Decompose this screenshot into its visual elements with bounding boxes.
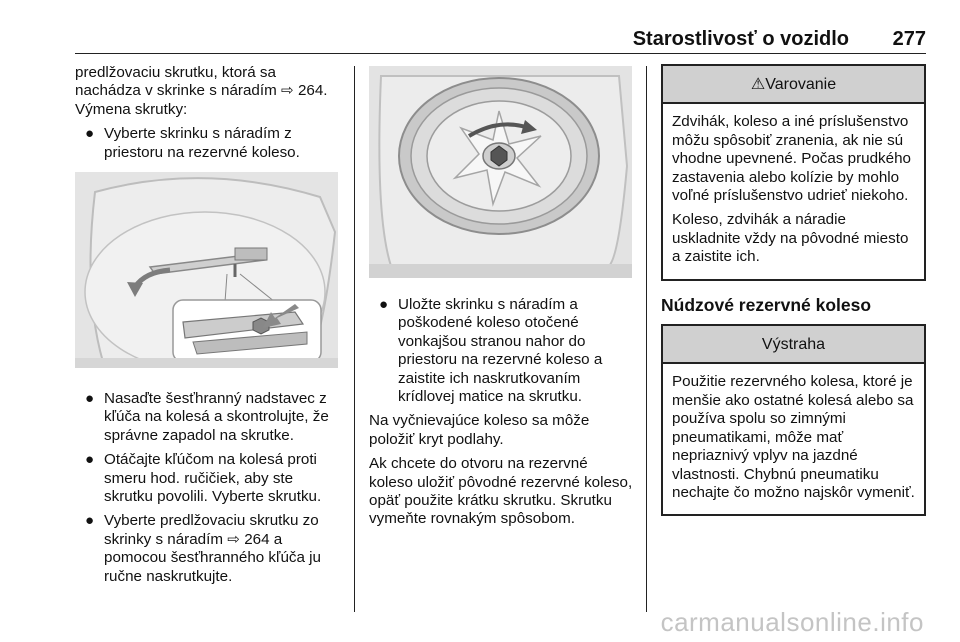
illustration-spare-wheel (369, 66, 632, 278)
bullet-icon: ● (85, 512, 95, 530)
bullet-icon: ● (85, 451, 95, 469)
warning-triangle-icon: ⚠ (750, 76, 766, 93)
list-item (75, 390, 343, 445)
column-left (75, 64, 343, 592)
column-right (661, 64, 926, 516)
column-divider-1 (354, 66, 355, 612)
header-rule (75, 53, 926, 54)
bullet-icon: ● (85, 125, 95, 143)
list-item-text: Nasaďte šesťhranný nadstavec z kľúča na kolesá a skontrolujte, že správne zapadol na skrutke. (104, 390, 329, 444)
warning-box (661, 64, 926, 281)
column-middle (369, 64, 633, 535)
warning-title: Varovanie (765, 76, 837, 93)
reference-arrow-icon: ⇨ (227, 530, 240, 548)
list-item-text: Otáčajte kľúčom na kolesá proti smeru hod. ručičiek, aby ste skrutku povolili. Vyberte skrutku. (104, 451, 322, 506)
list-item-text-part: pomocou šesťhranného kľúča ju ručne naskrutkujte. (104, 549, 321, 585)
list-item (75, 125, 343, 162)
warning-text: Koleso, zdvihák a náradie uskladnite vždy na pôvodné miesto a zaistite ich. (672, 211, 909, 266)
wrench-illustration-svg (75, 172, 338, 368)
section-title: Núdzové rezervné koleso (661, 294, 872, 315)
caution-title: Výstraha (761, 336, 826, 354)
spare-wheel-illustration-svg (369, 66, 632, 278)
intro-paragraph (75, 64, 343, 119)
bullet-icon: ● (379, 296, 389, 313)
warning-text: Zdvihák, koleso a iné príslušenstvo môžu spôsobiť zranenia, ak nie sú vhodne upevnené. Počas prudkého zastavenia alebo kolízie by mohlo voľné príslušenstvo udrieť niekoho. (672, 113, 911, 205)
caution-text: Použitie rezervného kolesa, ktoré je menšie ako ostatné kolesá alebo sa používa spolu so zimnými pneumatikami, môže mať nepriaznivý vplyv na jazdné vlastnosti. Chybnú pneumatiku nechajte čo možno najskôr vymeniť. (672, 373, 915, 501)
warning-box-body (663, 104, 924, 278)
body-paragraph: Ak chcete do otvoru na rezervné koleso uložiť pôvodné rezervné koleso, opäť použite krátku skrutku. Skrutku vymeňte rovnakým spôsobom. (369, 455, 633, 528)
page-header-title: Starostlivosť o vozidlo (632, 28, 849, 50)
list-item (75, 451, 343, 506)
list-item-text (104, 512, 321, 584)
warning-box-header (663, 66, 924, 104)
list-item-text-part: Vyberte predlžovaciu skrutku zo skrinky s náradím (104, 512, 319, 548)
subsection-label: Výmena skrutky: (75, 100, 188, 118)
list-item-text: Vyberte skrinku s náradím z priestoru na rezervné koleso. (104, 125, 300, 161)
bullet-icon: ● (85, 390, 95, 408)
list-item-text: Uložte skrinku s náradím a poškodené koleso otočené vonkajšou stranou nahor do priestoru na rezervné koleso a zaistite ich naskrutkovaním krídlovej matice na skrutku. (398, 296, 603, 406)
reference-arrow-icon: ⇨ (281, 82, 294, 100)
intro-reference: 264. (297, 82, 328, 100)
list-item (369, 296, 633, 406)
column-divider-2 (646, 66, 647, 612)
caution-box-header (663, 326, 924, 364)
page-number: 277 (892, 28, 926, 50)
list-item-reference: 264 a (244, 530, 283, 548)
watermark: carmanualsonline.info (660, 607, 924, 637)
illustration-wrench-on-bolt (75, 172, 338, 368)
page-header (0, 0, 960, 60)
caution-box-body (663, 364, 924, 514)
intro-text: predlžovaciu skrutku, ktorá sa nachádza v skrinke s náradím (75, 64, 277, 100)
list-item (75, 512, 343, 586)
body-paragraph: Na vyčnievajúce koleso sa môže položiť kryt podlahy. (369, 412, 590, 448)
caution-box (661, 324, 926, 516)
